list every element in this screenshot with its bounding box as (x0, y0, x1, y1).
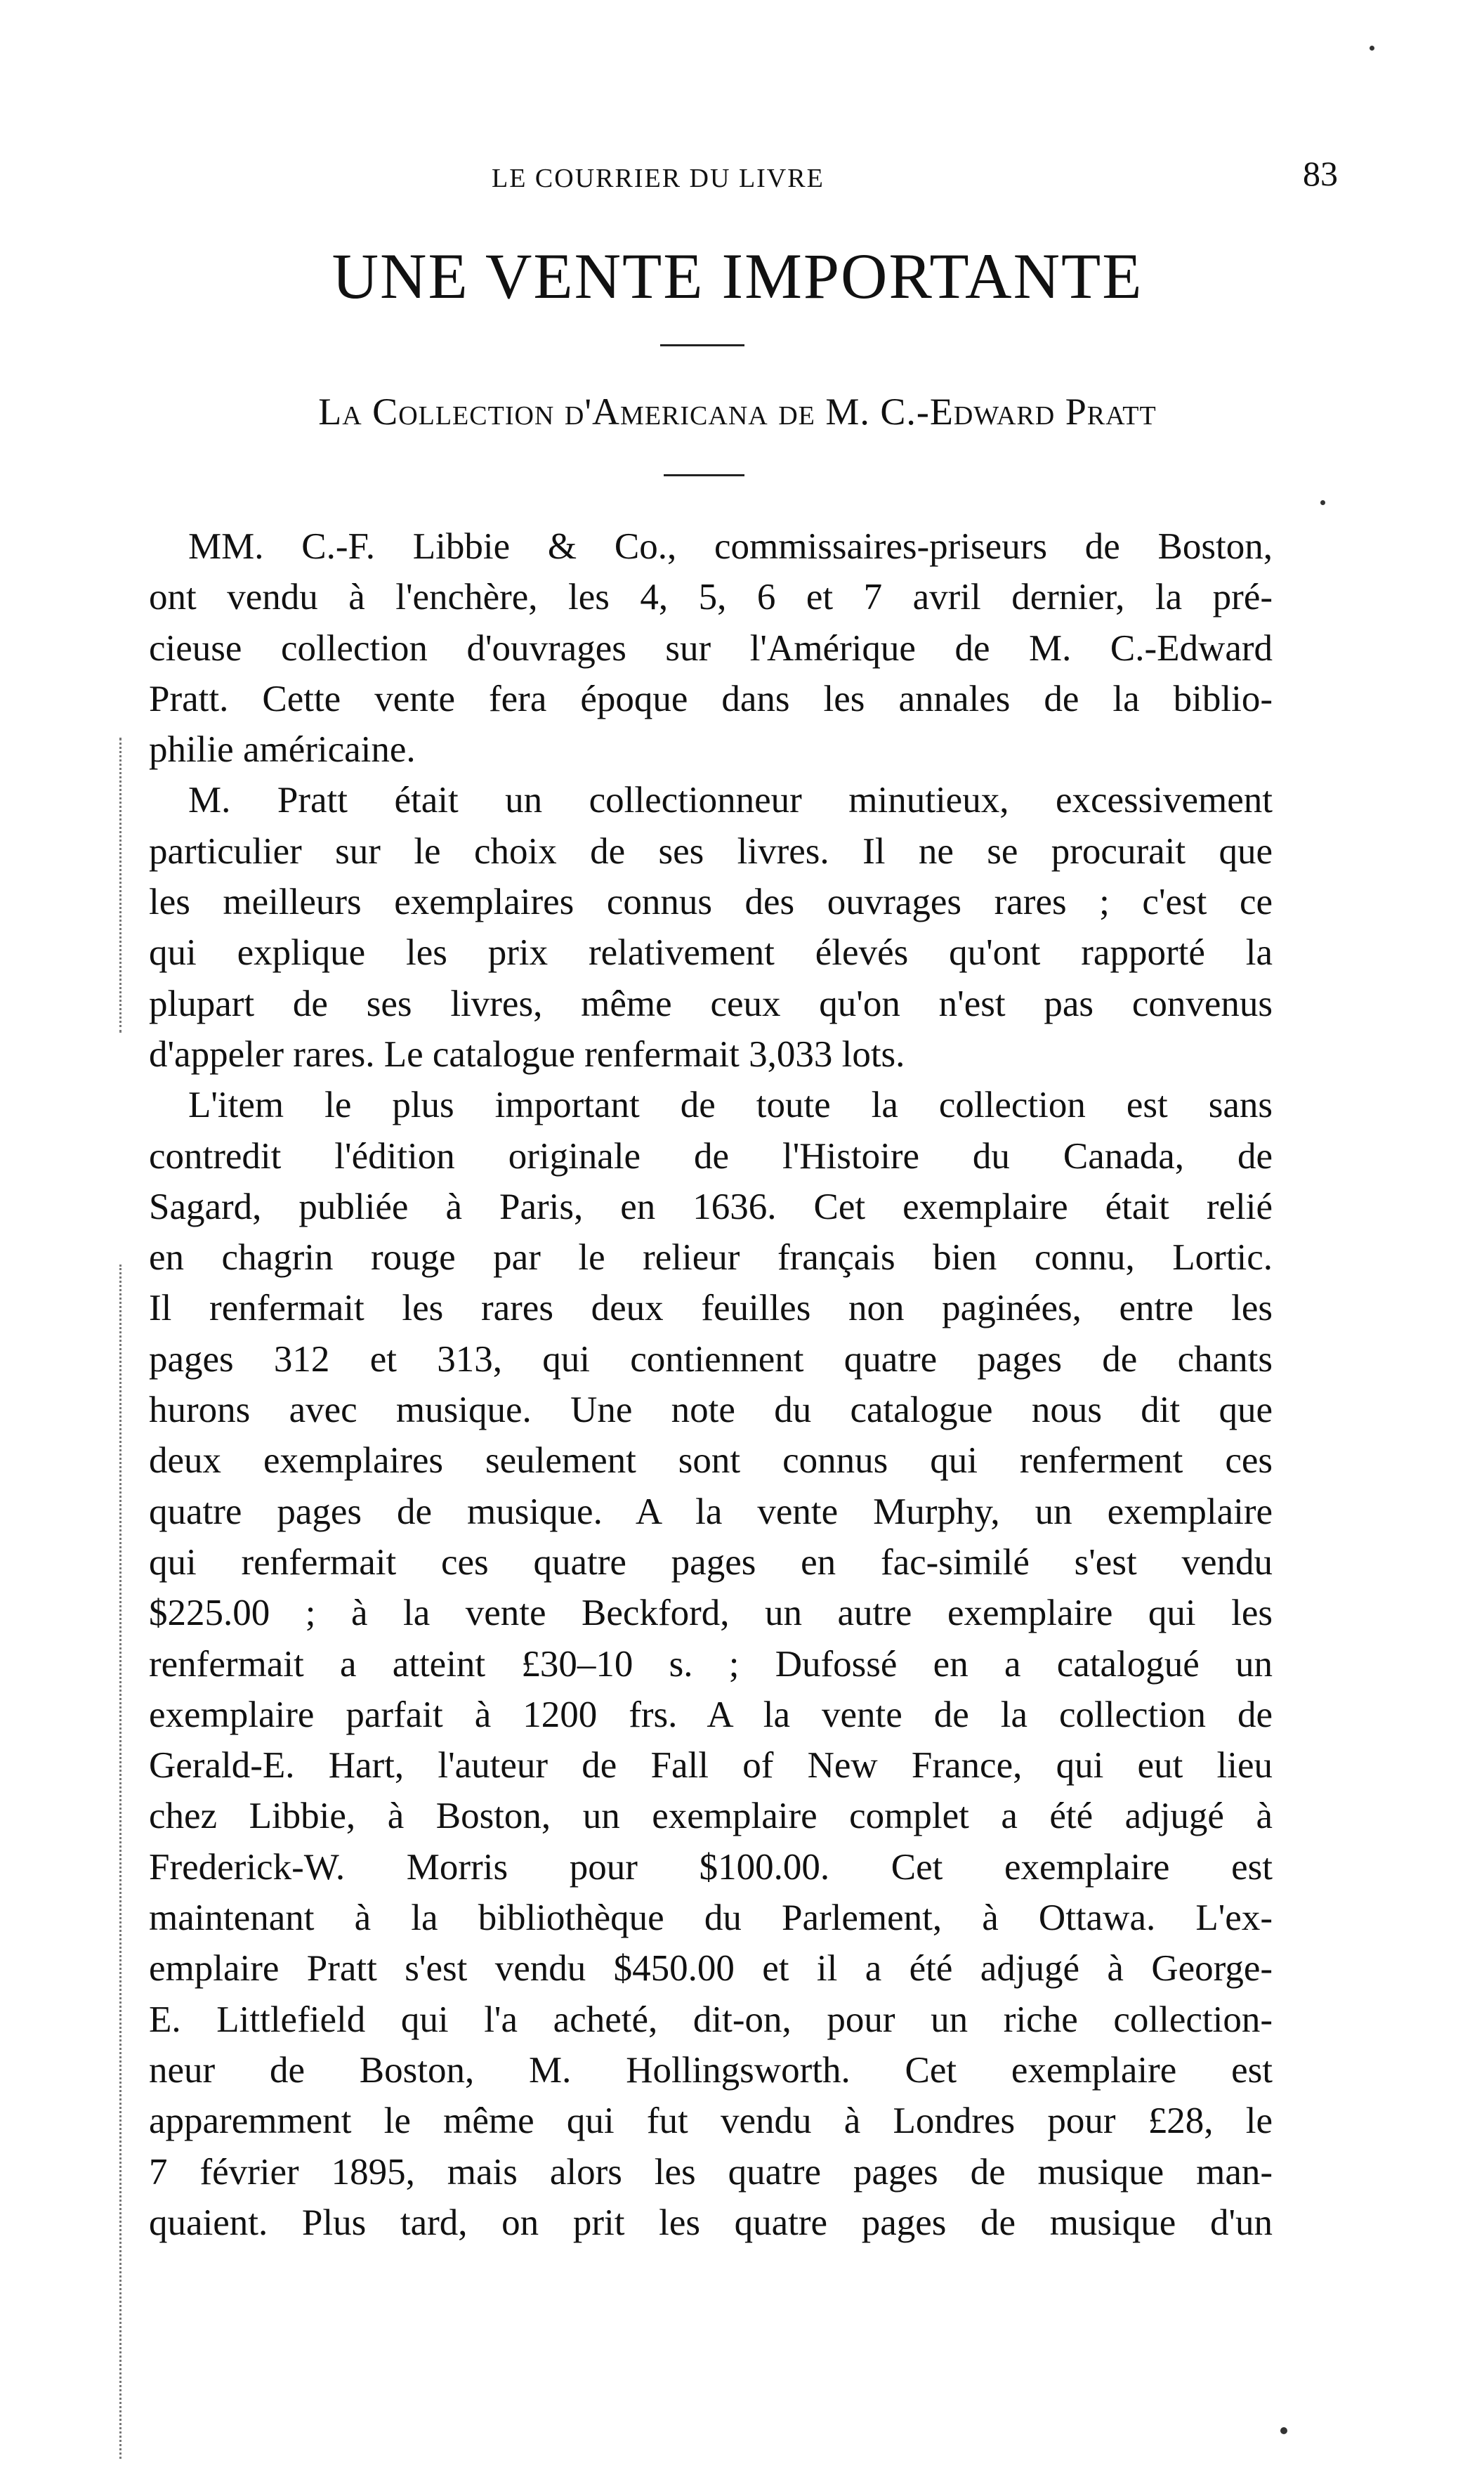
article-title: UNE VENTE IMPORTANTE (331, 240, 1143, 312)
scan-margin-artifact (119, 738, 133, 1033)
title-rule (660, 344, 744, 346)
text-line: deux exemplaires seulement sont connus qui renferment ces (149, 1440, 1273, 1482)
text-line: Sagard, publiée à Paris, en 1636. Cet exemplaire était relié (149, 1186, 1273, 1227)
text-line: maintenant à la bibliothèque du Parlement, à Ottawa. L'ex- (149, 1897, 1273, 1939)
scan-speck (1320, 500, 1325, 505)
text-line: L'item le plus important de toute la collection est sans (188, 1085, 1273, 1126)
text-line: Pratt. Cette vente fera époque dans les annales de la biblio- (149, 678, 1273, 719)
text-line: chez Libbie, à Boston, un exemplaire complet a été adjugé à (149, 1796, 1273, 1837)
subtitle-rule (664, 474, 744, 476)
text-line: $225.00 ; à la vente Beckford, un autre exemplaire qui les (149, 1593, 1273, 1634)
text-line: renfermait a atteint £30–10 s. ; Dufossé en a catalogué un (149, 1643, 1273, 1685)
text-line: qui explique les prix relativement élevés qu'ont rapporté la (149, 932, 1273, 974)
text-line: pages 312 et 313, qui contiennent quatre pages de chants (149, 1338, 1273, 1380)
text-line: qui renfermait ces quatre pages en fac-similé s'est vendu (149, 1541, 1273, 1583)
text-line: hurons avec musique. Une note du catalogue nous dit que (149, 1390, 1273, 1431)
running-head: LE COURRIER DU LIVRE (492, 164, 825, 193)
text-line: les meilleurs exemplaires connus des ouvrages rares ; c'est ce (149, 882, 1273, 923)
text-line: M. Pratt était un collectionneur minutieux, excessivement (188, 780, 1273, 821)
text-line: particulier sur le choix de ses livres. Il ne se procurait que (149, 830, 1273, 872)
text-line: neur de Boston, M. Hollingsworth. Cet exemplaire est (149, 2049, 1273, 2091)
text-line: 7 février 1895, mais alors les quatre pages de musique man- (149, 2151, 1273, 2193)
text-line: quatre pages de musique. A la vente Murphy, un exemplaire (149, 1491, 1273, 1532)
text-line: ont vendu à l'enchère, les 4, 5, 6 et 7 avril dernier, la pré- (149, 577, 1273, 618)
text-line: MM. C.-F. Libbie & Co., commissaires-priseurs de Boston, (188, 526, 1273, 567)
text-line: quaient. Plus tard, on prit les quatre pages de musique d'un (149, 2202, 1273, 2243)
scan-speck (1280, 2427, 1287, 2434)
text-line: plupart de ses livres, même ceux qu'on n'est pas convenus (149, 983, 1273, 1024)
text-line: cieuse collection d'ouvrages sur l'Amérique de M. C.-Edward (149, 627, 1273, 669)
page-number: 83 (1303, 154, 1338, 193)
scan-speck (1370, 46, 1374, 51)
text-line: emplaire Pratt s'est vendu $450.00 et il a été adjugé à George- (149, 1948, 1273, 1990)
text-line: Il renfermait les rares deux feuilles non paginées, entre les (149, 1288, 1273, 1329)
scan-margin-artifact (119, 1265, 133, 2459)
article-body (149, 521, 1273, 2248)
text-line: E. Littlefield qui l'a acheté, dit-on, pour un riche collection- (149, 1999, 1273, 2040)
text-line: Gerald-E. Hart, l'auteur de Fall of New France, qui eut lieu (149, 1745, 1273, 1786)
text-line: d'appeler rares. Le catalogue renfermait 3,033 lots. (149, 1033, 905, 1075)
text-line: contredit l'édition originale de l'Histoire du Canada, de (149, 1135, 1273, 1177)
article-subtitle: La Collection d'Americana de M. C.-Edward Pratt (318, 391, 1157, 433)
text-line: apparemment le même qui fut vendu à Londres pour £28, le (149, 2101, 1273, 2142)
text-line: philie américaine. (149, 729, 416, 771)
text-line: en chagrin rouge par le relieur français bien connu, Lortic. (149, 1237, 1273, 1279)
text-line: Frederick-W. Morris pour $100.00. Cet exemplaire est (149, 1846, 1273, 1888)
text-line: exemplaire parfait à 1200 frs. A la vente de la collection de (149, 1694, 1273, 1735)
